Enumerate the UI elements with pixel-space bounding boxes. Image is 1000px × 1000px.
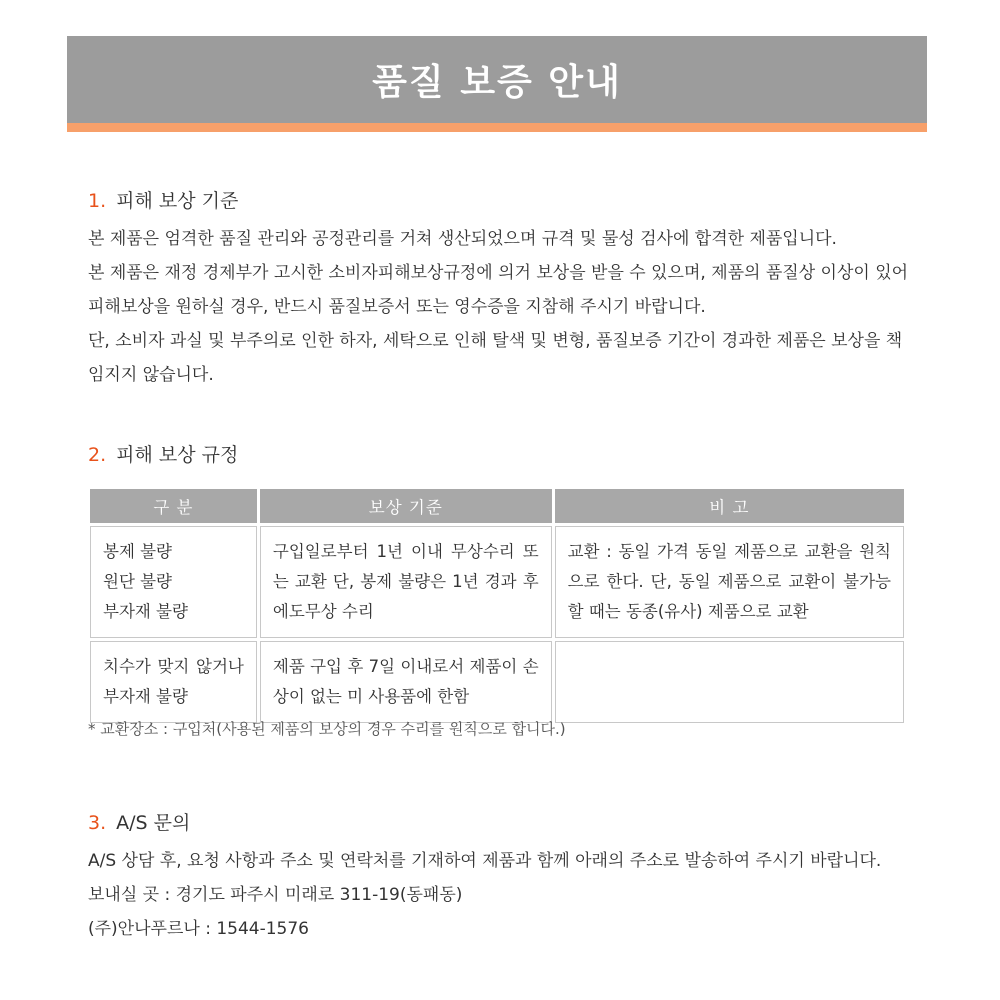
accent-bar xyxy=(67,123,927,132)
table-header-standard: 보상 기준 xyxy=(260,489,552,523)
section-2-heading xyxy=(88,440,238,467)
section-3-heading xyxy=(88,808,190,835)
section-3-body xyxy=(88,844,918,946)
table-header-row xyxy=(90,489,904,523)
section-2-title: 피해 보상 규정 xyxy=(116,444,239,466)
section-1-paragraph: 본 제품은 엄격한 품질 관리와 공정관리를 거쳐 생산되었으며 규격 및 물성 검사에 합격한 제품입니다. xyxy=(88,229,837,249)
table-cell-remark xyxy=(555,641,904,723)
exchange-note: * 교환장소 : 구입처(사용된 제품의 보상의 경우 수리를 원칙으로 합니다.) xyxy=(88,720,566,738)
section-3-title: A/S 문의 xyxy=(116,812,191,834)
section-3-address: 보내실 곳 : 경기도 파주시 미래로 311-19(동패동) xyxy=(88,885,463,905)
section-1-body xyxy=(88,222,918,392)
table-cell-standard: 구입일로부터 1년 이내 무상수리 또는 교환 단, 봉제 불량은 1년 경과 후에도무상 수리 xyxy=(260,526,552,638)
section-1-number: 1. xyxy=(88,190,107,212)
section-1-paragraph: 단, 소비자 과실 및 부주의로 인한 하자, 세탁으로 인해 탈색 및 변형, 품질보증 기간이 경과한 제품은 보상을 책임지지 않습니다. xyxy=(88,331,903,385)
table-row xyxy=(90,641,904,723)
category-line: 부자재 불량 xyxy=(103,602,188,621)
section-1-heading xyxy=(88,186,238,213)
table-cell-category xyxy=(90,526,257,638)
section-2-number: 2. xyxy=(88,444,107,466)
section-1-paragraph: 본 제품은 재정 경제부가 고시한 소비자피해보상규정에 의거 보상을 받을 수 있으며, 제품의 품질상 이상이 있어 피해보상을 원하실 경우, 반드시 품질보증서 또는 영수증을 지참해 주시기 바랍니다. xyxy=(88,263,909,317)
table-header-category: 구 분 xyxy=(90,489,257,523)
table-cell-standard: 제품 구입 후 7일 이내로서 제품이 손상이 없는 미 사용품에 한함 xyxy=(260,641,552,723)
section-3-number: 3. xyxy=(88,812,107,834)
section-1-title: 피해 보상 기준 xyxy=(116,190,239,212)
table-cell-category: 치수가 맞지 않거나 부자재 불량 xyxy=(90,641,257,723)
category-line: 원단 불량 xyxy=(103,572,173,591)
page-title: 품질 보증 안내 xyxy=(372,62,622,103)
section-3-paragraph: A/S 상담 후, 요청 사항과 주소 및 연락처를 기재하여 제품과 함께 아래의 주소로 발송하여 주시기 바랍니다. xyxy=(88,851,882,871)
compensation-table xyxy=(87,486,907,726)
table-cell-remark: 교환 : 동일 가격 동일 제품으로 교환을 원칙으로 한다. 단, 동일 제품으로 교환이 불가능할 때는 동종(유사) 제품으로 교환 xyxy=(555,526,904,638)
section-3-contact: (주)안나푸르나 : 1544-1576 xyxy=(88,919,309,939)
table-row xyxy=(90,526,904,638)
title-banner xyxy=(67,36,927,123)
table-header-remark: 비 고 xyxy=(555,489,904,523)
category-line: 봉제 불량 xyxy=(103,542,173,561)
